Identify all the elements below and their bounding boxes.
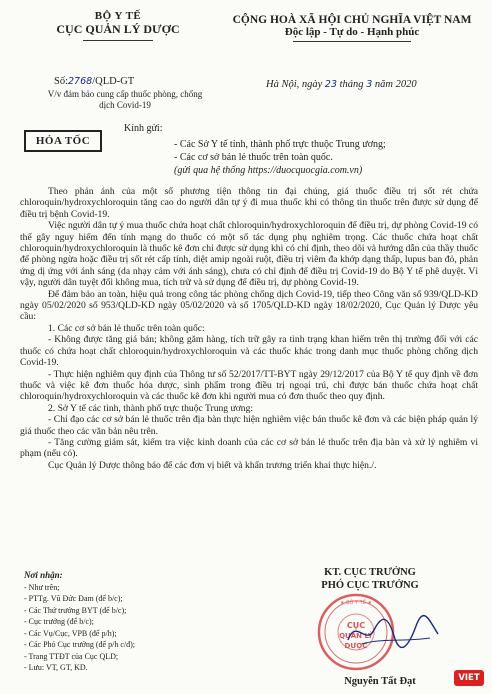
cc-item: - Cục trưởng (để b/c); [24, 617, 94, 626]
signature-title [270, 566, 470, 592]
recipient-line: - Các cơ sở bán lẻ thuốc trên toàn quốc. [174, 152, 333, 163]
viet-logo: VIET [454, 670, 484, 686]
cc-item: - Trang TTĐT của Cục QLD; [24, 651, 119, 661]
country-name: CỘNG HOÀ XÃ HỘI CHỦ NGHĨA VIỆT NAM [232, 14, 472, 26]
header-underline [83, 40, 153, 41]
document-number [54, 76, 134, 87]
svg-text:DƯỢC: DƯỢC [344, 642, 368, 650]
body-paragraph: 2. Sở Y tế các tỉnh, thành phố trực thuộc Trung ương: [48, 402, 254, 414]
signer-name: Nguyễn Tất Đạt [344, 676, 416, 687]
cc-item: - Các Vụ/Cục, VPB (để p/h); [24, 628, 117, 638]
cc-item: - Các Thứ trưởng BYT (để b/c); [24, 605, 127, 615]
document-body [20, 186, 478, 471]
date-place: Hà Nội, ngày [266, 79, 323, 90]
body-paragraph: Cục Quản lý Dược thông báo để các đơn vị biết và khẩn trương triển khai thực hiện./. [48, 459, 377, 471]
doc-number-prefix: Số: [54, 76, 69, 87]
svg-text:CỤC: CỤC [346, 621, 366, 630]
department-name: CỤC QUẢN LÝ DƯỢC [56, 22, 180, 36]
recipient-line: - Các Sở Y tế tỉnh, thành phố trực thuộc Trung ương; [174, 139, 386, 150]
date-month-label: tháng [339, 79, 364, 90]
body-paragraph: - Tăng cường giám sát, kiểm tra việc kinh doanh của các cơ sở bán lẻ thuốc trên địa bàn và xử lý nghiêm vi phạm (nếu có). [20, 436, 478, 460]
cc-item: - PTTg. Vũ Đức Đam (để b/c); [24, 594, 123, 603]
svg-text:QUẢN LÝ: QUẢN LÝ [339, 632, 373, 640]
motto-underline [293, 41, 411, 42]
ministry-name: BỘ Y TẾ [94, 10, 142, 22]
body-paragraph: - Thực hiện nghiêm quy định của Thông tư số 52/2017/TT-BYT ngày 29/12/2017 của Bộ Y tế quy định về đơn thuốc và việc kê đơn thuốc hóa dược, sinh phẩm trong điều trị ngoại trú, chỉ được bán thuốc chứa hoạt chất chloroquin/hydroxychloroquin và các thuốc kê đơn khi người mua có đơn thuốc theo quy định. [20, 368, 478, 403]
date-day: 23 [324, 79, 338, 90]
cc-item: - Như trên; [24, 582, 60, 592]
document-date [266, 79, 417, 90]
date-month: 3 [366, 79, 373, 90]
body-paragraph: - Chỉ đạo các cơ sở bán lẻ thuốc trên địa bàn thực hiện nghiêm việc bán thuốc kê đơn và các biện pháp quản lý giá thuốc theo các văn bản nêu trên. [20, 414, 478, 437]
cc-item: - Các Phó Cục trưởng (để p/h c/đ); [24, 640, 135, 649]
national-motto: Độc lập - Tự do - Hạnh phúc [284, 26, 420, 38]
cc-item: - Lưu: VT, GT, KD. [24, 663, 88, 672]
cc-title: Nơi nhận: [24, 570, 63, 580]
body-paragraph: Theo phản ánh của một số phương tiện thông tin đại chúng, giá thuốc điều trị sốt rét chứa chloroquin/hydroxychloroquin tăng cao do người dân tự ý đi mua thuốc khi có thông tin thuốc trên được sử dụng để điều trị bệnh Covid-19. [20, 186, 478, 220]
urgency-box: HỎA TỐC [24, 130, 102, 152]
signature-line1: KT. CỤC TRƯỞNG [324, 567, 416, 578]
doc-number-handwritten: 2768 [68, 76, 93, 87]
issuer-header [18, 10, 218, 41]
svg-text:★ BỘ Y TẾ ★: ★ BỘ Y TẾ ★ [340, 600, 372, 606]
date-year: năm 2020 [374, 79, 417, 90]
body-paragraph: Việc người dân tự ý mua thuốc chứa hoạt chất chloroquin/hydroxychloroquin để điều trị, dự phòng Covid-19 có thể gây nguy hiểm đến tính mạng do thuốc có một số tác dụng phụ nghiêm trọng. Các thuốc chứa hoạt chất chloroquin/hydroxychloroquin là thuốc kê đơn chỉ được sử dụng khi có chỉ định, theo dõi và hướng dẫn của thầy thuốc để phòng ngừa hoặc điều trị sốt rét cấp tính, diệt amip ngoài ruột, điều trị viêm đa khớp dạng thấp, lupus ban đỏ, phản ứng dị ứng với ánh sáng (da nhạy cảm với ánh sáng), chưa có chỉ định để điều trị Covid-19 do Bộ Y tế phê duyệt. Vì vậy, người dân tuyệt đối không mua, tích trữ và sử dụng để điều trị, dự phòng Covid-19. [20, 220, 478, 289]
recipients-list [174, 138, 386, 177]
doc-number-suffix: /QLD-GT [92, 76, 135, 87]
body-paragraph: - Không được tăng giá bán; không găm hàng, tích trữ gây ra tình trạng khan hiếm trên thị trường đối với các thuốc có chứa hoạt chất chloroquin/hydroxychloroquin và các thuốc khác trong danh mục thuốc phòng chống dịch Covid-19. [20, 334, 478, 369]
recipient-note: (gửi qua hệ thống https://duocquocgia.com.vn) [174, 165, 363, 176]
signature-line2: PHÓ CỤC TRƯỞNG [321, 580, 419, 591]
handwritten-signature [342, 612, 442, 652]
recipients-label: Kính gửi: [124, 123, 163, 134]
national-header [222, 14, 482, 42]
cc-list [24, 570, 135, 674]
body-paragraph: 1. Các cơ sở bán lẻ thuốc trên toàn quốc: [48, 322, 205, 334]
document-subject: V/v đảm bảo cung cấp thuốc phòng, chống dịch Covid-19 [47, 89, 203, 110]
body-paragraph: Để đảm bảo an toàn, hiệu quả trong công tác phòng chống dịch Covid-19, tiếp theo Công văn số 939/QLD-KD ngày 05/02/2020 số 953/QLD-KD ngày 05/02/2020 và số 1705/QLD-KD ngày 18/02/2020, Cục Quản lý Dược yêu cầu: [20, 288, 478, 323]
